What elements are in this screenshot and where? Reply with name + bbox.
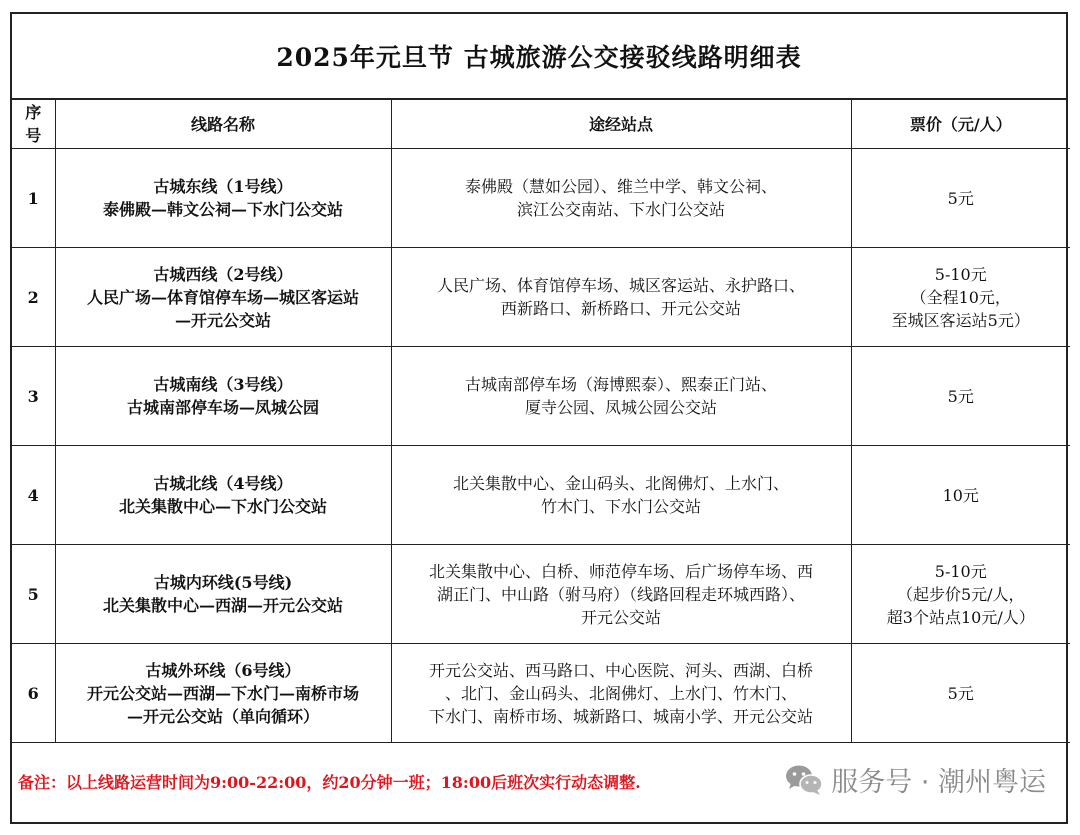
route-price-line-1: 5元	[947, 683, 974, 703]
route-stops-line-1: 古城南部停车场（海博熙泰）、熙泰正门站、	[464, 375, 777, 394]
table-row	[12, 644, 1070, 743]
header-seq-line-2: 号	[25, 126, 42, 145]
route-number-line-1: 2	[27, 287, 39, 307]
watermark-text: 服务号 · 潮州粤运	[831, 767, 1046, 798]
route-name	[55, 545, 391, 644]
route-number	[12, 644, 55, 743]
route-number-line-1: 3	[27, 386, 39, 406]
route-name	[55, 149, 391, 248]
route-name-line-1: 古城外环线（6号线）	[145, 660, 301, 680]
table-header-row	[12, 100, 1070, 149]
route-stops-line-3: 下水门、南桥市场、城新路口、城南小学、开元公交站	[428, 706, 813, 726]
route-stops-line-2: 、北门、金山码头、北阁佛灯、上水门、竹木门、	[444, 683, 797, 703]
header-seq	[12, 100, 55, 149]
route-price-line-1: 5-10元	[934, 561, 987, 581]
table-row	[12, 446, 1070, 545]
route-stops-line-3: 开元公交站	[580, 607, 661, 627]
route-number	[12, 347, 55, 446]
title-row	[12, 14, 1066, 100]
route-name-line-1: 古城内环线(5号线)	[153, 573, 293, 592]
route-stops-line-1: 开元公交站、西马路口、中心医院、河头、西湖、白桥	[428, 660, 813, 680]
route-number	[12, 446, 55, 545]
route-stops-line-2: 湖正门、中山路（驸马府）（线路回程走环城西路）、	[436, 584, 805, 604]
route-number	[12, 248, 55, 347]
route-stops	[391, 545, 851, 644]
operation-note: 备注：以上线路运营时间为9:00-22:00，约20分钟一班；18:00后班次实行动态调整.	[18, 773, 641, 792]
wechat-icon	[785, 764, 823, 796]
route-stops	[391, 644, 851, 743]
route-name-line-2: 泰佛殿—韩文公祠—下水门公交站	[102, 200, 343, 219]
route-table	[12, 100, 1070, 743]
table-row	[12, 149, 1070, 248]
header-stops: 途经站点	[391, 100, 851, 149]
header-price: 票价（元/人）	[851, 100, 1070, 149]
route-price-line-2: （全程10元，	[910, 287, 1011, 307]
route-stops-line-2: 竹木门、下水门公交站	[540, 497, 701, 516]
route-price-line-1: 5元	[947, 386, 974, 406]
watermark	[785, 760, 1046, 799]
route-name-line-3: —开元公交站（单向循环）	[126, 706, 319, 726]
route-stops	[391, 446, 851, 545]
route-stops-line-1: 北关集散中心、白桥、师范停车场、后广场停车场、西	[428, 561, 813, 581]
route-name-line-2: 北关集散中心—西湖—开元公交站	[102, 596, 343, 615]
route-name	[55, 446, 391, 545]
route-name-line-2: 开元公交站—西湖—下水门—南桥市场	[86, 683, 359, 703]
route-number-line-1: 1	[27, 188, 39, 208]
header-route-name: 线路名称	[55, 100, 391, 149]
route-number	[12, 149, 55, 248]
route-name-line-1: 古城北线（4号线）	[153, 474, 293, 493]
route-stops-line-1: 泰佛殿（慧如公园）、维兰中学、韩文公祠、	[464, 177, 777, 196]
route-price-line-3: 至城区客运站5元）	[891, 310, 1030, 330]
route-stops-line-2: 滨江公交南站、下水门公交站	[516, 200, 725, 219]
route-stops	[391, 347, 851, 446]
route-table-sheet	[10, 12, 1068, 824]
route-price-line-3: 超3个站点10元/人）	[886, 607, 1035, 627]
route-name	[55, 248, 391, 347]
route-price	[851, 644, 1070, 743]
route-name-line-3: —开元公交站	[174, 310, 271, 330]
route-price	[851, 347, 1070, 446]
route-price-line-1: 10元	[942, 485, 979, 505]
route-number	[12, 545, 55, 644]
table-row	[12, 545, 1070, 644]
route-stops-line-2: 西新路口、新桥路口、开元公交站	[500, 299, 741, 318]
route-name-line-1: 古城东线（1号线）	[153, 177, 293, 196]
table-row	[12, 347, 1070, 446]
route-price-line-1: 5-10元	[934, 264, 987, 284]
route-number-line-1: 5	[27, 584, 39, 604]
route-name-line-2: 古城南部停车场—凤城公园	[126, 398, 319, 417]
route-name-line-1: 古城南线（3号线）	[153, 375, 293, 394]
route-stops	[391, 149, 851, 248]
route-name-line-1: 古城西线（2号线）	[153, 264, 293, 284]
page-title: 2025年元旦节 古城旅游公交接驳线路明细表	[276, 43, 802, 72]
route-name	[55, 644, 391, 743]
route-stops-line-1: 北关集散中心、金山码头、北阁佛灯、上水门、	[452, 474, 789, 493]
header-seq-line-1: 序	[25, 103, 42, 122]
route-price	[851, 545, 1070, 644]
route-price	[851, 149, 1070, 248]
route-price-line-1: 5元	[947, 188, 974, 208]
route-price	[851, 446, 1070, 545]
route-name	[55, 347, 391, 446]
route-number-line-1: 6	[27, 683, 39, 703]
table-row	[12, 248, 1070, 347]
route-name-line-2: 北关集散中心—下水门公交站	[118, 497, 327, 516]
route-name-line-2: 人民广场—体育馆停车场—城区客运站	[86, 287, 359, 307]
route-stops-line-1: 人民广场、体育馆停车场、城区客运站、永护路口、	[436, 276, 805, 295]
route-price	[851, 248, 1070, 347]
route-stops	[391, 248, 851, 347]
route-number-line-1: 4	[27, 485, 39, 505]
route-stops-line-2: 厦寺公园、凤城公园公交站	[524, 398, 717, 417]
route-price-line-2: （起步价5元/人，	[896, 584, 1025, 604]
footer	[12, 744, 1066, 822]
